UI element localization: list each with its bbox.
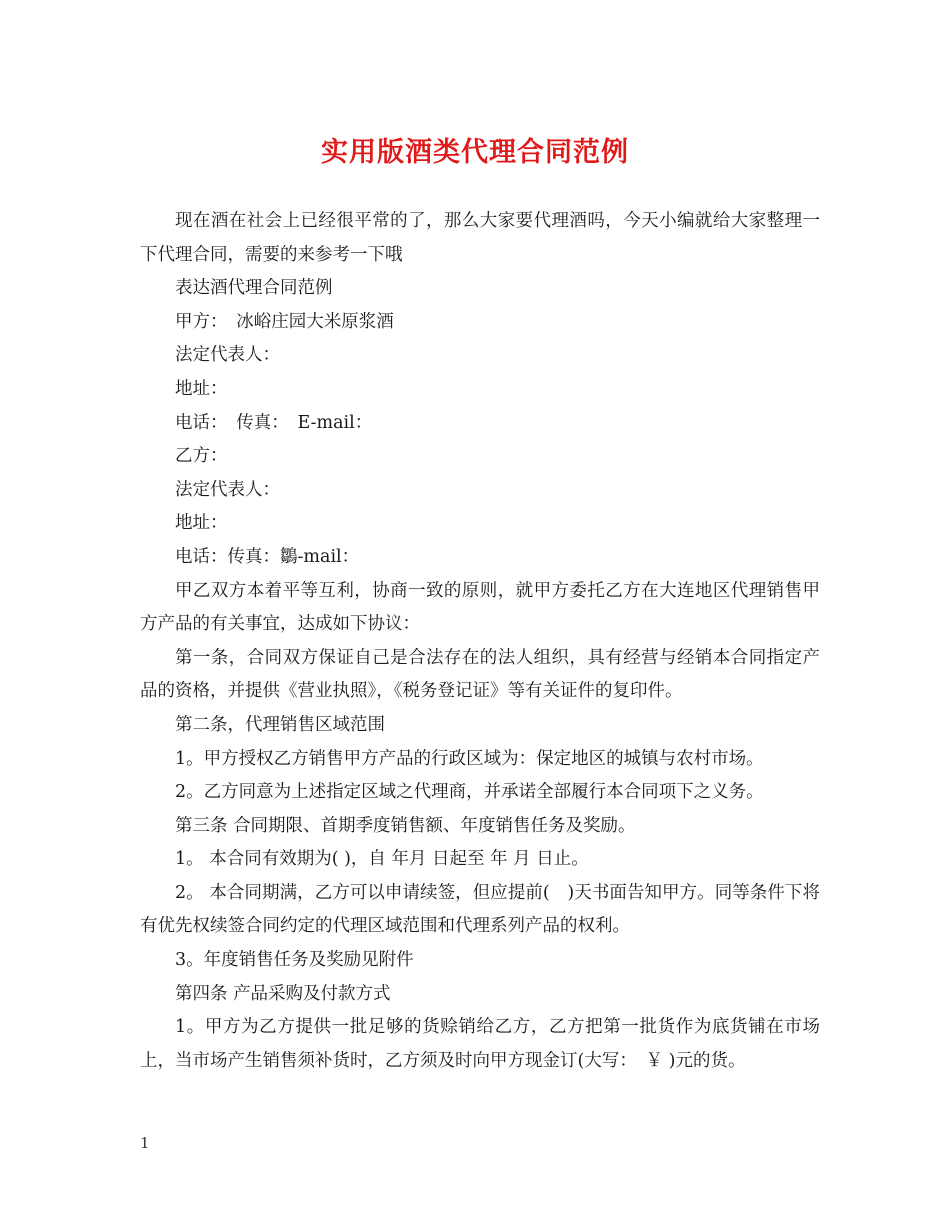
document-title: 实用版酒类代理合同范例 xyxy=(321,137,629,168)
party-b-representative: 法定代表人： xyxy=(175,479,280,500)
article-4-heading: 第四条 产品采购及付款方式 xyxy=(175,983,391,1004)
article-1: 第一条，合同双方保证自己是合法存在的法人组织，具有经营与经销本合同指定产品的资格，并提供《营业执照》，《税务登记证》等有关证件的复印件。 xyxy=(140,647,820,702)
paragraph-intro: 现在酒在社会上已经很平常的了，那么大家要代理酒吗，今天小编就给大家整理一下代理合同，需要的来参考一下哦 xyxy=(140,211,820,265)
party-a-representative: 法定代表人： xyxy=(175,345,280,366)
article-3-item-3: 3。年度销售任务及奖励见附件 xyxy=(175,950,414,971)
party-a-address: 地址： xyxy=(175,378,228,399)
article-2-item-1: 1。甲方授权乙方销售甲方产品的行政区域为：保定地区的城镇与农村市场。 xyxy=(175,748,764,769)
party-b-name: 乙方： xyxy=(175,446,228,467)
page-number: 1 xyxy=(140,1134,150,1152)
document-body xyxy=(140,205,820,1078)
article-4-item-1: 1。甲方为乙方提供一批足够的货赊销给乙方，乙方把第一批货作为底货铺在市场上，当市场产生销售须补货时，乙方须及时向甲方现金订(大写： ￥ )元的货。 xyxy=(140,1017,820,1071)
paragraph-agreement: 甲乙双方本着平等互利，协商一致的原则，就甲方委托乙方在大连地区代理销售甲方产品的有关事宜，达成如下协议： xyxy=(140,580,820,635)
party-a-name: 甲方： 冰峪庄园大米原浆酒 xyxy=(175,311,394,332)
paragraph-subtitle: 表达酒代理合同范例 xyxy=(175,278,333,299)
party-a-contact: 电话： 传真： E-mail： xyxy=(175,412,373,433)
article-3-heading: 第三条 合同期限、首期季度销售额、年度销售任务及奖励。 xyxy=(175,815,636,836)
article-2-heading: 第二条，代理销售区域范围 xyxy=(175,714,385,735)
article-3-item-1: 1。 本合同有效期为( )，自 年月 日起至 年 月 日止。 xyxy=(175,849,589,870)
article-2-item-2: 2。乙方同意为上述指定区域之代理商，并承诺全部履行本合同项下之义务。 xyxy=(175,782,764,803)
party-b-address: 地址： xyxy=(175,513,228,534)
party-b-contact: 电话：传真：鶵-mail： xyxy=(175,546,360,567)
article-3-item-2: 2。 本合同期满，乙方可以申请续签，但应提前( )天书面告知甲方。同等条件下将有优先权续签合同约定的代理区域范围和代理系列产品的权利。 xyxy=(140,882,820,937)
